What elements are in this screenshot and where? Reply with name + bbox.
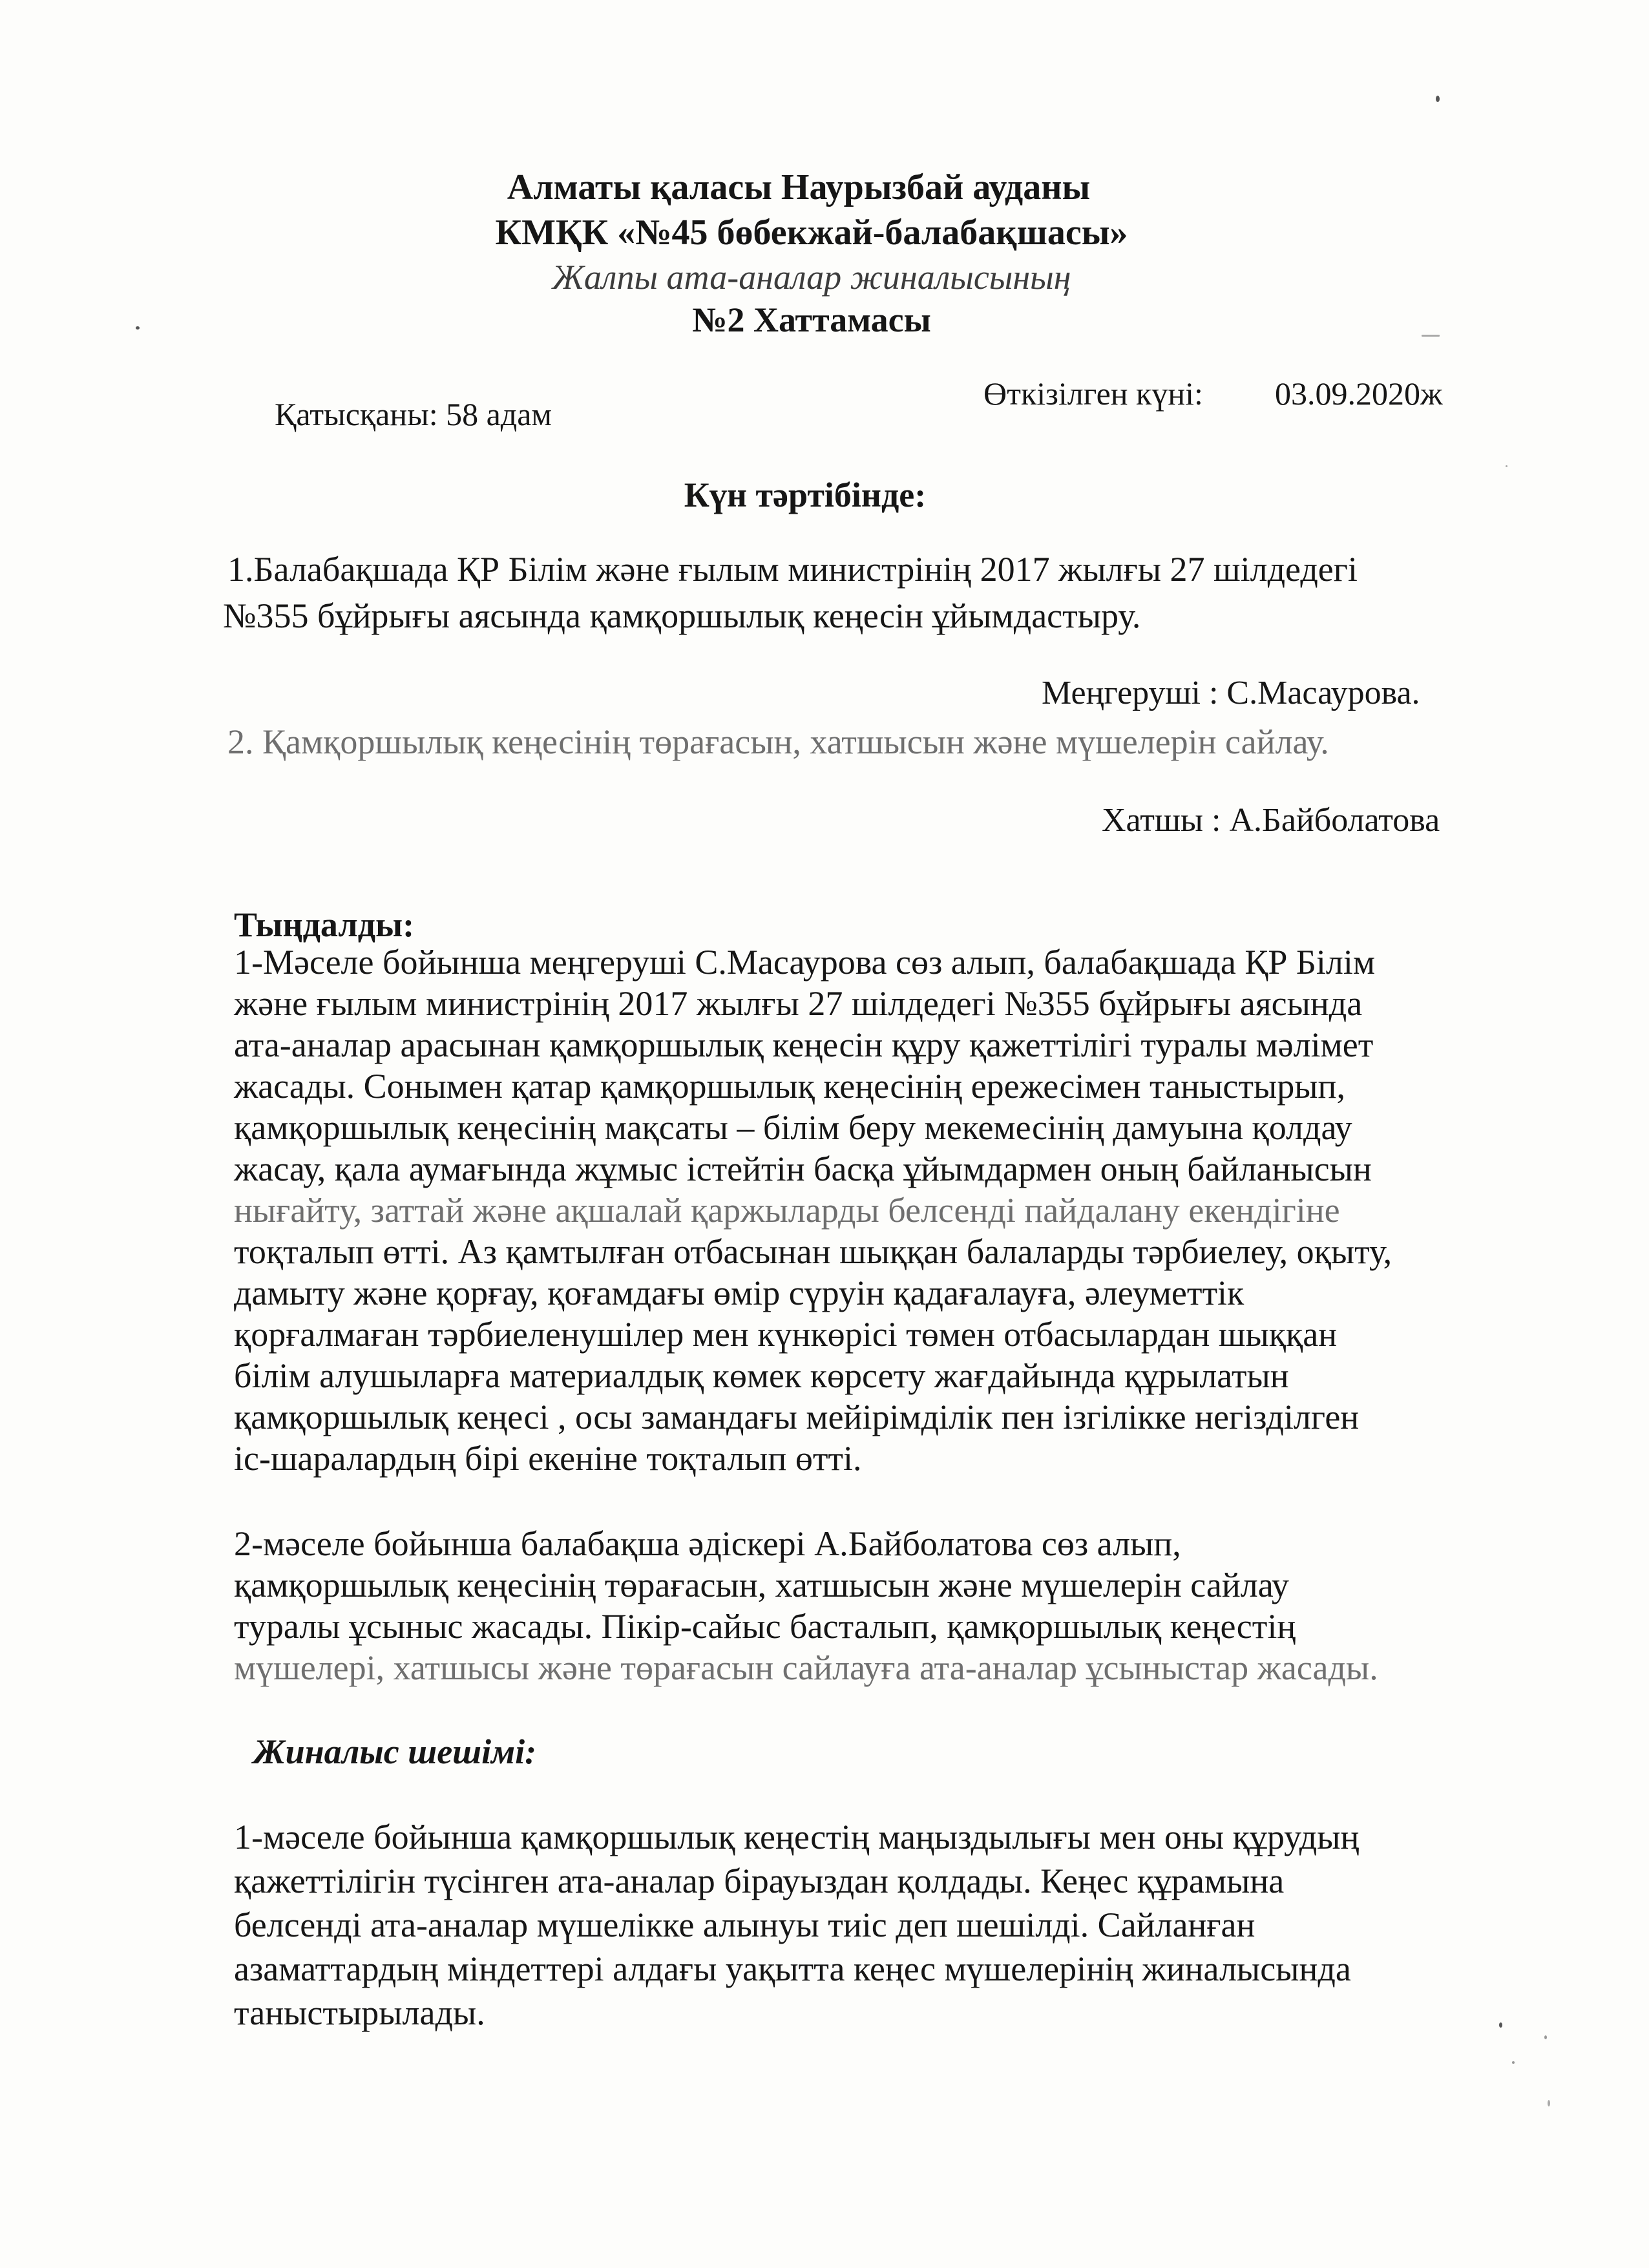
listened-paragraph-1-line: іс-шаралардың бірі екеніне тоқталып өтті.: [234, 1439, 862, 1478]
attendance-count: Қатысқаны: 58 адам: [275, 396, 552, 432]
decision-title: Жиналыс шешімі:: [253, 1732, 537, 1771]
scan-speck: [1544, 2035, 1547, 2039]
listened-paragraph-1-line: жасау, қала аумағында жұмыс істейтін басқа ұйымдармен оның байланысын: [234, 1150, 1372, 1188]
scan-speck: [1548, 2100, 1550, 2106]
header-city-district: Алматы қаласы Наурызбай ауданы: [507, 167, 1091, 207]
header-meeting-type: Жалпы ата-аналар жиналысының: [552, 258, 1071, 297]
scan-speck: [136, 326, 140, 330]
listened-paragraph-1-line: 1-Мәселе бойынша меңгеруші С.Масаурова сөз алып, балабақшада ҚР Білім: [234, 943, 1376, 982]
listened-paragraph-1-line: дамыту және қорғау, қоғамдағы өмір сүруін қадағалауға, әлеуметтік: [234, 1274, 1245, 1312]
listened-paragraph-2-line: қамқоршылық кеңесінің төрағасын, хатшысын және мүшелерін сайлау: [234, 1566, 1289, 1604]
agenda-item-1-speaker: Меңгеруші : С.Масаурова.: [1042, 675, 1420, 711]
listened-paragraph-1-line: қорғалмаған тәрбиеленушілер мен күнкөрісі төмен отбасылардан шыққан: [234, 1315, 1338, 1354]
listened-paragraph-1-line: жасады. Сонымен қатар қамқоршылық кеңесінің ережесімен таныстырып,: [234, 1067, 1345, 1106]
agenda-item-2: 2. Қамқоршылық кеңесінің төрағасын, хатшысын және мүшелерін сайлау.: [227, 722, 1329, 761]
decision-paragraph-line: азаматтардың міндеттері алдағы уақытта кеңес мүшелерінің жиналысында: [234, 1949, 1351, 1988]
listened-paragraph-1-line: қамқоршылық кеңесі , осы замандағы мейірімділік пен ізгілікке негізділген: [234, 1398, 1360, 1436]
listened-paragraph-1-line: ата-аналар арасынан қамқоршылық кеңесін құру қажеттілігі туралы мәлімет: [234, 1025, 1374, 1064]
listened-paragraph-2-line: туралы ұсыныс жасады. Пікір-сайыс басталып, қамқоршылық кеңестің: [234, 1607, 1296, 1646]
scan-speck: [1506, 465, 1507, 467]
scan-speck: [1512, 2061, 1515, 2064]
agenda-item-1-line: №355 бұйрығы аясында қамқоршылық кеңесін ұйымдастыру.: [223, 596, 1141, 635]
decision-paragraph-line: таныстырылады.: [234, 1993, 485, 2032]
scan-speck: [1436, 96, 1440, 102]
listened-paragraph-2-line: 2-мәселе бойынша балабақша әдіскері А.Байболатова сөз алып,: [234, 1524, 1181, 1563]
listened-title: Тыңдалды:: [234, 905, 415, 944]
agenda-title: Күн тәртібінде:: [684, 476, 927, 514]
scan-speck: [1422, 335, 1440, 337]
listened-paragraph-1-line: қамқоршылық кеңесінің мақсаты – білім беру мекемесінің дамуына қолдау: [234, 1108, 1352, 1147]
date-label: Өткізілген күні:: [983, 375, 1203, 412]
decision-paragraph-line: қажеттілігін түсінген ата-аналар бірауыздан қолдады. Кеңес құрамына: [234, 1862, 1285, 1900]
listened-paragraph-1-line: тоқталып өтті. Аз қамтылған отбасынан шыққан балаларды тәрбиелеу, оқыту,: [234, 1232, 1392, 1271]
listened-paragraph-1-line: және ғылым министрінің 2017 жылғы 27 шілдедегі №355 бұйрығы аясында: [234, 984, 1363, 1023]
decision-paragraph-line: белсенді ата-аналар мүшелікке алынуы тиіс деп шешілді. Сайланған: [234, 1906, 1255, 1944]
header-organization: КМҚК «№45 бөбекжай-балабақшасы»: [495, 213, 1128, 253]
meeting-date: 03.09.2020ж: [1275, 375, 1443, 412]
scan-speck: [1499, 2022, 1502, 2028]
listened-paragraph-1-line: білім алушыларға материалдық көмек көрсету жағдайында құрылатын: [234, 1356, 1289, 1395]
listened-paragraph-2-line: мүшелері, хатшысы және төрағасын сайлауға ата-аналар ұсыныстар жасады.: [234, 1648, 1378, 1687]
agenda-item-1-line: 1.Балабақшада ҚР Білім және ғылым министрінің 2017 жылғы 27 шілдедегі: [227, 550, 1358, 589]
header-protocol-number: №2 Хаттамасы: [692, 300, 931, 339]
listened-paragraph-1-line: нығайту, заттай және ақшалай қаржыларды белсенді пайдалану екендігіне: [234, 1191, 1340, 1230]
agenda-item-2-speaker: Хатшы : А.Байболатова: [1102, 802, 1440, 839]
decision-paragraph-line: 1-мәселе бойынша қамқоршылық кеңестің маңыздылығы мен оны құрудың: [234, 1818, 1360, 1856]
